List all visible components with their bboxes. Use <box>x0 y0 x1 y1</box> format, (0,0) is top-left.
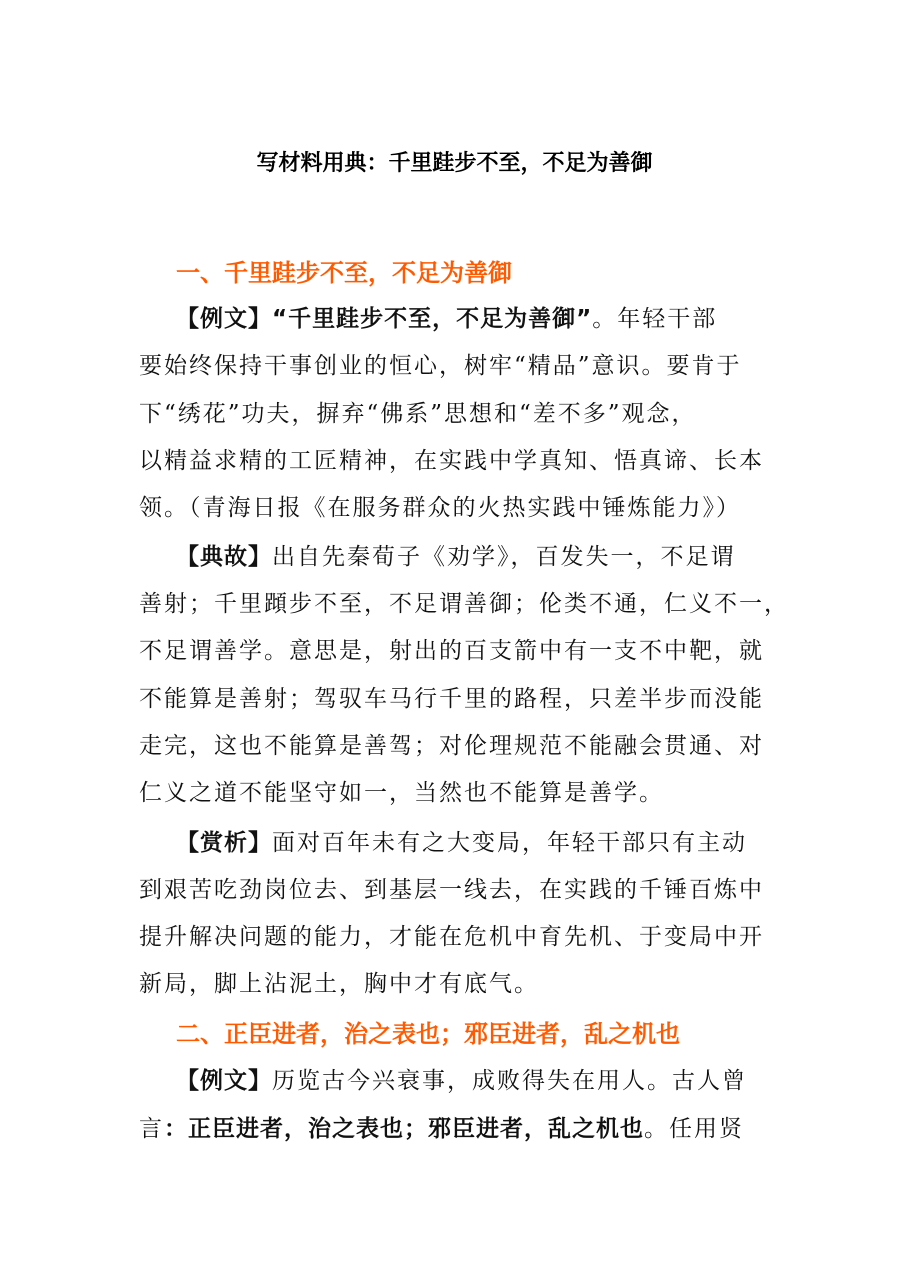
paragraph-line: 仁义之道不能坚守如一，当然也不能算是善学。 <box>139 780 664 806</box>
label-story: 【典故】 <box>176 544 272 570</box>
text-span: 出自先秦荀子《劝学》，百发失一，不足谓 <box>272 544 736 570</box>
paragraph-line <box>139 1110 799 1143</box>
paragraph-line: 领。（青海日报《在服务群众的火热实践中锤炼能力》） <box>139 495 741 521</box>
section-heading: 一、千里跬步不至，不足为善御 <box>176 259 512 287</box>
paragraph-line: 善射；千里蹞步不至，不足谓善御；伦类不通，仁义不一， <box>139 591 789 617</box>
text-span: 历览古今兴衰事，成败得失在用人。古人曾 <box>272 1068 747 1094</box>
paragraph-line: 要始终保持干事创业的恒心，树牢“精品”意识。要肯于 <box>139 353 742 379</box>
paragraph-line: 走完，这也不能算是善驾；对伦理规范不能融会贯通、对 <box>139 733 764 759</box>
paragraph-line: 提升解决问题的能力，才能在危机中育先机、于变局中开 <box>139 924 764 950</box>
bold-quote: ：正臣进者，治之表也；邪臣进者，乱之机也 <box>164 1116 644 1142</box>
paragraph-line: 到艰苦吃劲岗位去、到基层一线去，在实践的千锤百炼中 <box>139 877 764 903</box>
paragraph-line: 不足谓善学。意思是，射出的百支箭中有一支不中靶，就 <box>139 638 764 664</box>
paragraph-line <box>176 1062 836 1095</box>
page-title: 写材料用典：千里跬步不至，不足为善御 <box>256 151 653 176</box>
paragraph-line: 以精益求精的工匠精神，在实践中学真知、悟真谛、长本 <box>139 448 764 474</box>
text-span: 。任用贤 <box>644 1116 744 1142</box>
paragraph-line <box>176 300 836 333</box>
paragraph-line: 下“绣花”功夫，摒弃“佛系”思想和“差不多”观念， <box>139 401 697 427</box>
paragraph-line <box>176 824 836 857</box>
bold-quote: “千里跬步不至，不足为善御” <box>272 306 593 332</box>
label-analysis: 【赏析】 <box>176 830 272 856</box>
section-heading: 二、正臣进者，治之表也；邪臣进者，乱之机也 <box>176 1020 680 1048</box>
paragraph-line: 不能算是善射；驾驭车马行千里的路程，只差半步而没能 <box>139 686 764 712</box>
label-example: 【例文】 <box>176 306 272 332</box>
paragraph-line <box>176 538 836 571</box>
text-span: 面对百年未有之大变局，年轻干部只有主动 <box>272 830 747 856</box>
text-span: 。年轻干部 <box>592 306 718 332</box>
paragraph-line: 新局，脚上沾泥土，胸中才有底气。 <box>139 971 539 997</box>
label-example: 【例文】 <box>176 1068 272 1094</box>
text-span: 言 <box>139 1116 164 1142</box>
